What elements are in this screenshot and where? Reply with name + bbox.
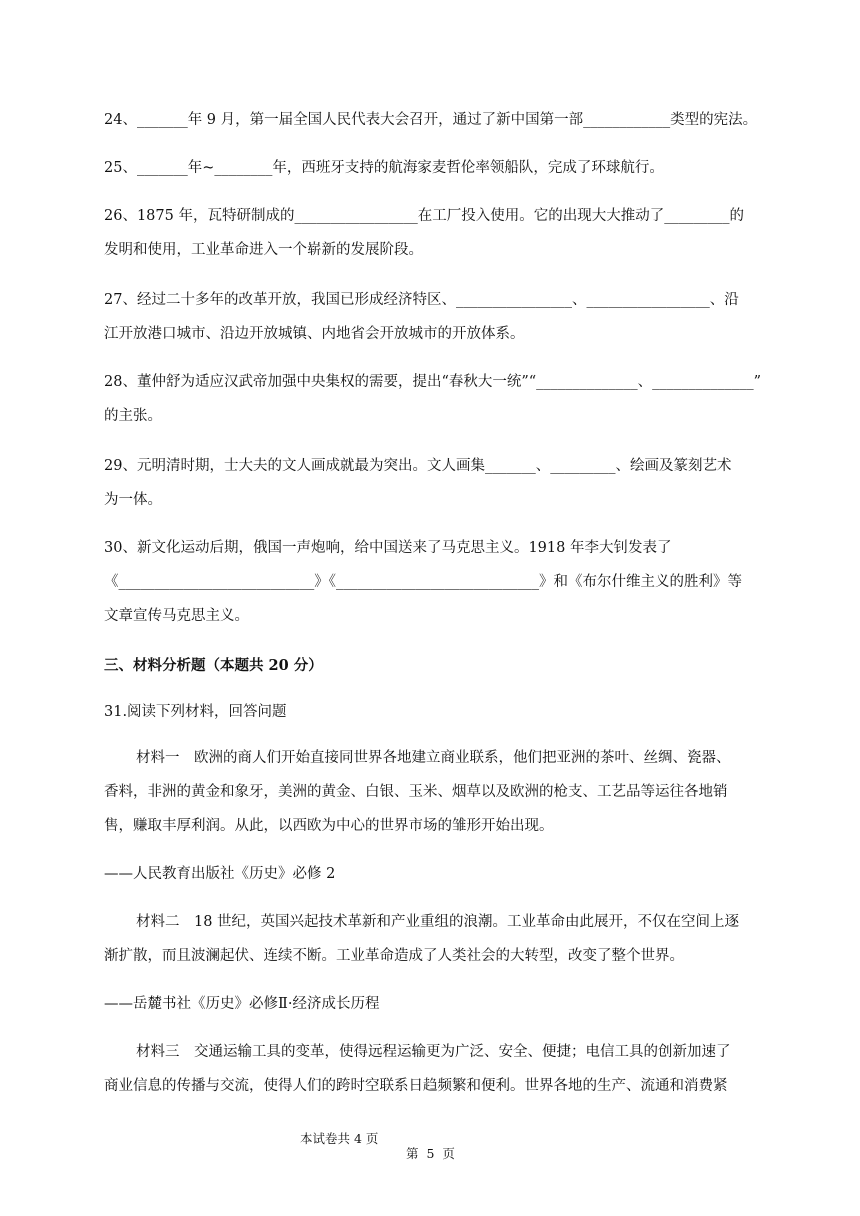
question-28-line-2: 的主张。 bbox=[104, 408, 162, 424]
question-30-line-1: 30、新文化运动后期，俄国一声炮响，给中国送来了马克思主义。1918 年李大钊发表了 bbox=[104, 540, 672, 556]
material-1-line-2: 香料，非洲的黄金和象牙，美洲的黄金、白银、玉米、烟草以及欧洲的枪支、工艺品等运往各地销 bbox=[104, 784, 728, 800]
material-2-line-2: 渐扩散，而且波澜起伏、连续不断。工业革命造成了人类社会的大转型，改变了整个世界。 bbox=[104, 948, 684, 964]
material-2-line-1: 材料二 18 世纪，英国兴起技术革新和产业重组的浪潮。工业革命由此展开，不仅在空间上逐 bbox=[136, 914, 740, 930]
material-3-line-2: 商业信息的传播与交流，使得人们的跨时空联系日趋频繁和便利。世界各地的生产、流通和消费紧 bbox=[104, 1078, 728, 1094]
material-1-line-3: 售，赚取丰厚利润。从此，以西欧为中心的世界市场的雏形开始出现。 bbox=[104, 818, 554, 834]
question-26-line-2: 发明和使用，工业革命进入一个崭新的发展阶段。 bbox=[104, 242, 423, 258]
material-1-source: ——人民教育出版社《历史》必修 2 bbox=[104, 866, 336, 882]
question-30-line-2: 《___________________________》《____________________________》和《布尔什维主义的胜利》等 bbox=[104, 574, 742, 590]
question-29-line-2: 为一体。 bbox=[104, 492, 162, 508]
question-24: 24、_______年 9 月，第一届全国人民代表大会召开，通过了新中国第一部____________类型的宪法。 bbox=[104, 112, 758, 128]
question-29-line-1: 29、元明清时期，士大夫的文人画成就最为突出。文人画集_______、_________、绘画及篆刻艺术 bbox=[104, 458, 732, 474]
question-30-line-3: 文章宣传马克思主义。 bbox=[104, 608, 249, 624]
footer-page-number: 第 5 页 bbox=[406, 1146, 455, 1161]
question-27-line-2: 江开放港口城市、沿边开放城镇、内地省会开放城市的开放体系。 bbox=[104, 326, 525, 342]
question-31-intro: 31.阅读下列材料，回答问题 bbox=[104, 704, 287, 720]
material-3-line-1: 材料三 交通运输工具的变革，使得远程运输更为广泛、安全、便捷；电信工具的创新加速了 bbox=[136, 1044, 731, 1060]
page-footer bbox=[0, 1114, 860, 1174]
question-25: 25、_______年~________年，西班牙支持的航海家麦哲伦率领船队，完成了环球航行。 bbox=[104, 160, 664, 176]
question-28-line-1: 28、董仲舒为适应汉武帝加强中央集权的需要，提出“春秋大一统”“______________、______________” bbox=[104, 374, 762, 390]
material-1-line-1: 材料一 欧洲的商人们开始直接同世界各地建立商业联系，他们把亚洲的茶叶、丝绸、瓷器、 bbox=[136, 750, 731, 766]
material-2-source: ——岳麓书社《历史》必修Ⅱ·经济成长历程 bbox=[104, 996, 380, 1012]
question-27-line-1: 27、经过二十多年的改革开放，我国已形成经济特区、________________、_________________、沿 bbox=[104, 292, 739, 308]
section-3-heading: 三、材料分析题（本题共 20 分） bbox=[104, 657, 323, 674]
footer-total-pages: 本试卷共 4 页 bbox=[300, 1131, 379, 1146]
question-26-line-1: 26、1875 年，瓦特研制成的_________________在工厂投入使用。它的出现大大推动了_________的 bbox=[104, 208, 744, 224]
